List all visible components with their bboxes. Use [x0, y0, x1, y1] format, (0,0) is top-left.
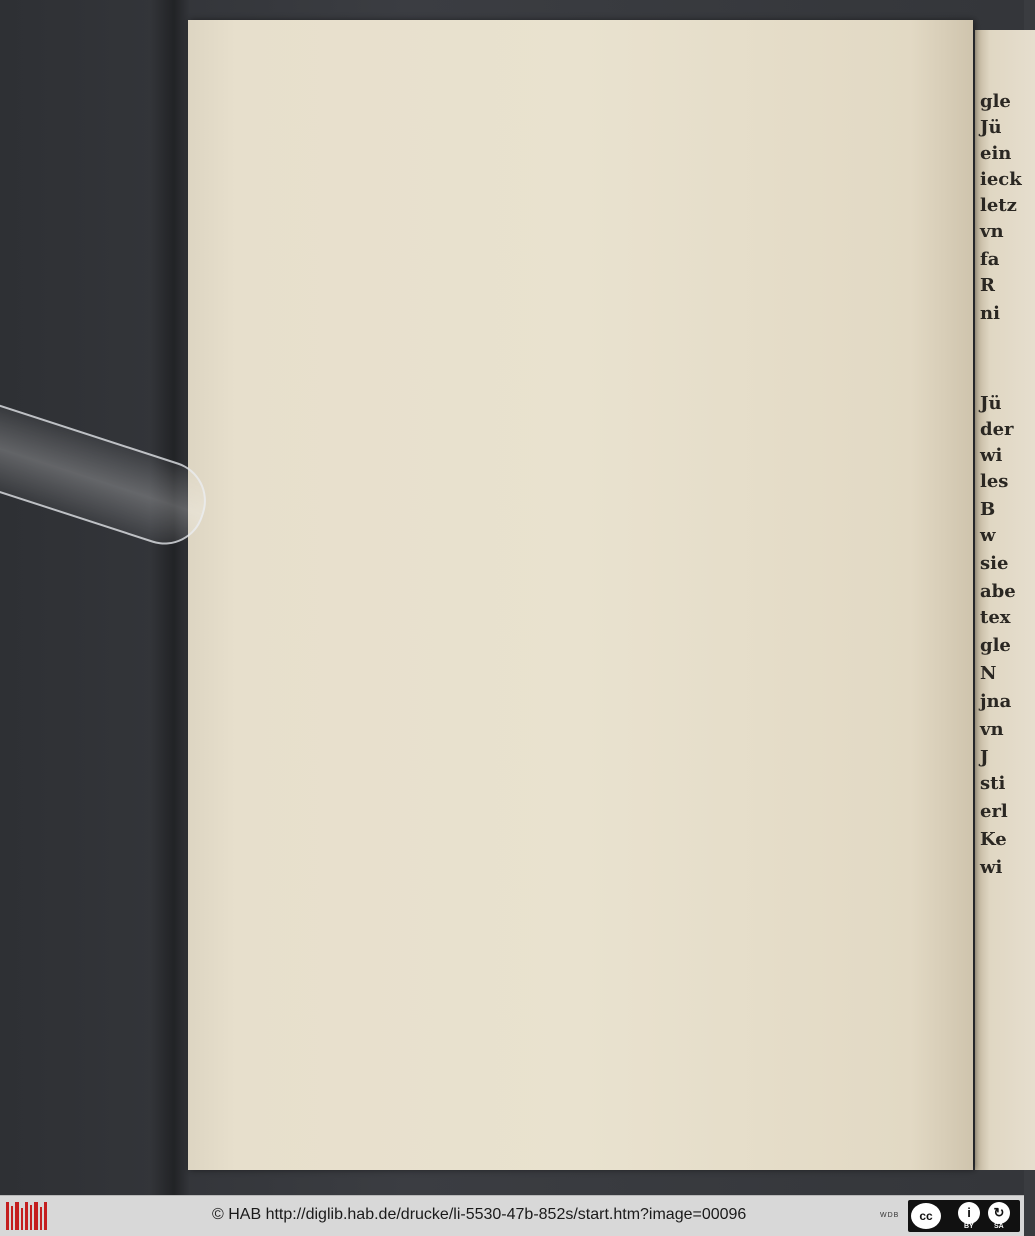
book-page — [188, 20, 973, 1170]
facing-fragment: ieck — [980, 169, 1022, 190]
facing-fragment: jna — [980, 691, 1012, 712]
facing-fragment: der — [980, 419, 1014, 440]
facing-fragment: ein — [980, 143, 1012, 164]
facing-fragment: abe — [980, 581, 1016, 602]
facing-fragment: letz — [980, 195, 1017, 216]
footer-bar — [0, 1195, 1024, 1236]
facing-fragment: wi — [980, 445, 1003, 466]
facing-fragment: sti — [980, 773, 1006, 794]
facing-fragment: Jü — [980, 117, 1002, 138]
sa-icon: ↻ — [988, 1202, 1010, 1224]
source-credit: © HAB http://diglib.hab.de/drucke/li-5530-47b-852s/start.htm?image=00096 — [212, 1206, 747, 1223]
wdb-mark: WDB — [880, 1212, 900, 1219]
hab-logo-icon — [6, 1202, 50, 1230]
cc-license-badge[interactable] — [908, 1200, 1020, 1232]
facing-fragment: R — [980, 275, 995, 296]
by-label: BY — [964, 1223, 974, 1230]
facing-fragment: J — [980, 747, 989, 768]
facing-fragment: fa — [980, 249, 1000, 270]
facing-fragment: B — [980, 499, 996, 520]
sa-label: SA — [994, 1223, 1004, 1230]
facing-fragment: les — [980, 471, 1009, 492]
facing-fragment: Ke — [980, 829, 1007, 850]
facing-fragment: Jü — [980, 393, 1002, 414]
facing-page — [975, 30, 1035, 1170]
facing-fragment: vn — [980, 719, 1004, 740]
facing-fragment: w — [980, 525, 996, 546]
facing-fragment: gle — [980, 635, 1011, 656]
facing-fragment: gle — [980, 91, 1011, 112]
facing-fragment: N — [980, 663, 997, 684]
by-icon: i — [958, 1202, 980, 1224]
facing-fragment: vn — [980, 221, 1004, 242]
cc-icon: cc — [911, 1203, 941, 1229]
facing-fragment: ni — [980, 303, 1000, 324]
facing-fragment: sie — [980, 553, 1009, 574]
facing-fragment: tex — [980, 607, 1011, 628]
clear-plastic-clip — [0, 395, 216, 555]
facing-fragment: erl — [980, 801, 1008, 822]
facing-fragment: wi — [980, 857, 1003, 878]
